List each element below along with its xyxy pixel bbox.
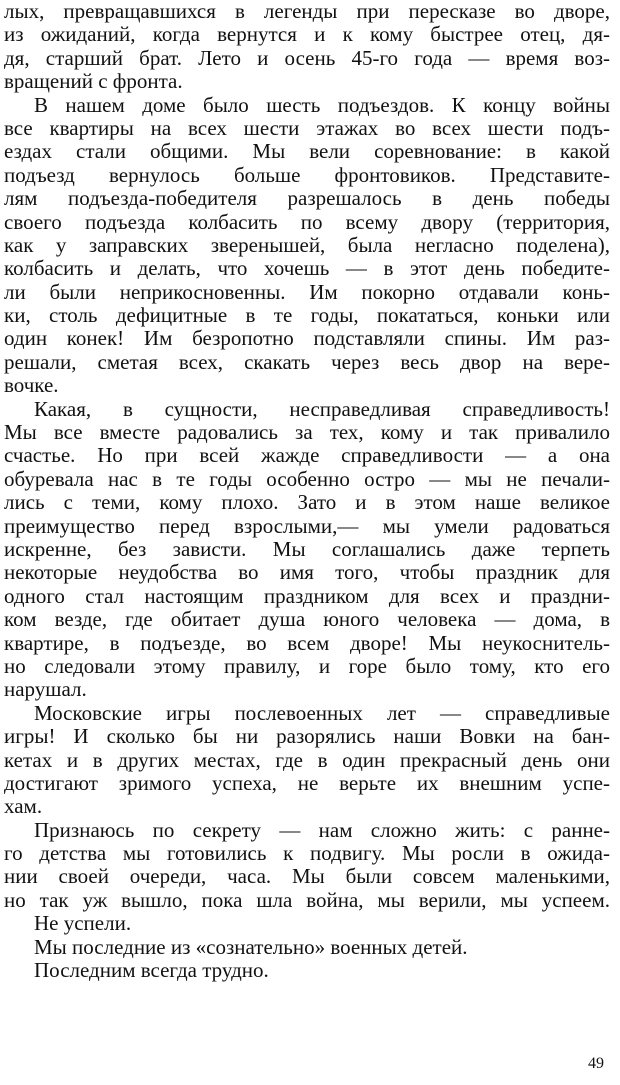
text-line: но следовали этому правилу, и горе было тому, кто его (4, 653, 610, 678)
text-line: решали, сметая всех, скакать через весь двор на вере- (4, 349, 610, 374)
text-line: нии своей очереди, часа. Мы были совсем маленькими, (4, 864, 610, 889)
text-line: преимущество перед взрослыми,— мы умели радоваться (4, 513, 610, 538)
text-line: Признаюсь по секрету — нам сложно жить: с ранне- (34, 817, 610, 842)
text-line: Не успели. (34, 911, 132, 936)
text-line: ли были неприкосновенны. Им покорно отдавали конь- (4, 279, 610, 304)
page-number: 49 (588, 1055, 604, 1072)
text-line: все квартиры на всех шести этажах во всех шести подъ- (4, 115, 610, 140)
text-line: кетах и в других местах, где в один прекрасный день они (4, 747, 610, 772)
text-line: вращений с фронта. (4, 69, 183, 94)
text-line: дя, старший брат. Лето и осень 45-го года — время воз- (4, 45, 610, 70)
text-line: но так уж вышло, пока шла война, мы верили, мы успеем. (4, 887, 610, 912)
text-line: некоторые неудобства во имя того, чтобы праздник для (4, 560, 610, 585)
text-line: Мы все вместе радовались за тех, кому и так привалило (4, 420, 610, 445)
text-line: ездах стали общими. Мы вели соревнование: в какой (4, 139, 610, 164)
text-line: квартире, в подъезде, во всем дворе! Мы неукоснитель- (4, 630, 610, 655)
body-text (4, 0, 610, 982)
text-line: подъезд вернулось больше фронтовиков. Представите- (4, 162, 610, 187)
text-line: одного стал настоящим праздником для всех и праздни- (4, 583, 610, 608)
text-line: как у заправских зверенышей, была негласно поделена), (4, 232, 610, 257)
text-line: Какая, в сущности, несправедливая справедливость! (34, 396, 610, 421)
text-line: достигают зримого успеха, не верьте их внешним успе- (4, 770, 610, 795)
text-line: один конек! Им безропотно подставляли спины. Им раз- (4, 326, 610, 351)
text-line: вочке. (4, 373, 59, 398)
text-line: го детства мы готовились к подвигу. Мы росли в ожида- (4, 841, 610, 866)
text-line: искренне, без зависти. Мы соглашались даже терпеть (4, 536, 610, 561)
text-line: игры! И сколько бы ни разорялись наши Вовки на бан- (4, 724, 610, 749)
text-line: из ожиданий, когда вернутся и к кому быстрее отец, дя- (4, 22, 610, 47)
text-line: лись с теми, кому плохо. Зато и в этом наше великое (4, 490, 610, 515)
text-line: Московские игры послевоенных лет — справедливые (34, 700, 610, 725)
text-line: ком везде, где обитает душа юного человека — дома, в (4, 607, 610, 632)
text-line: В нашем доме было шесть подъездов. К концу войны (34, 92, 610, 117)
text-line: Мы последние из «сознательно» военных детей. (34, 934, 468, 959)
text-line: Последним всегда трудно. (34, 958, 269, 983)
text-line: лям подъезда-победителя разрешалось в день победы (4, 186, 610, 211)
text-line: колбасить и делать, что хочешь — в этот день победите- (4, 256, 610, 281)
text-line: ки, столь дефицитные в те годы, покататься, коньки или (4, 303, 610, 328)
text-line: хам. (4, 794, 43, 819)
text-line: нарушал. (4, 677, 87, 702)
text-line: своего подъезда колбасить по всему двору (территория, (4, 209, 610, 234)
text-line: лых, превращавшихся в легенды при пересказе во дворе, (4, 0, 610, 23)
text-line: счастье. Но при всей жажде справедливости — а она (4, 443, 610, 468)
text-line: обуревала нас в те годы особенно остро — мы не печали- (4, 466, 610, 491)
